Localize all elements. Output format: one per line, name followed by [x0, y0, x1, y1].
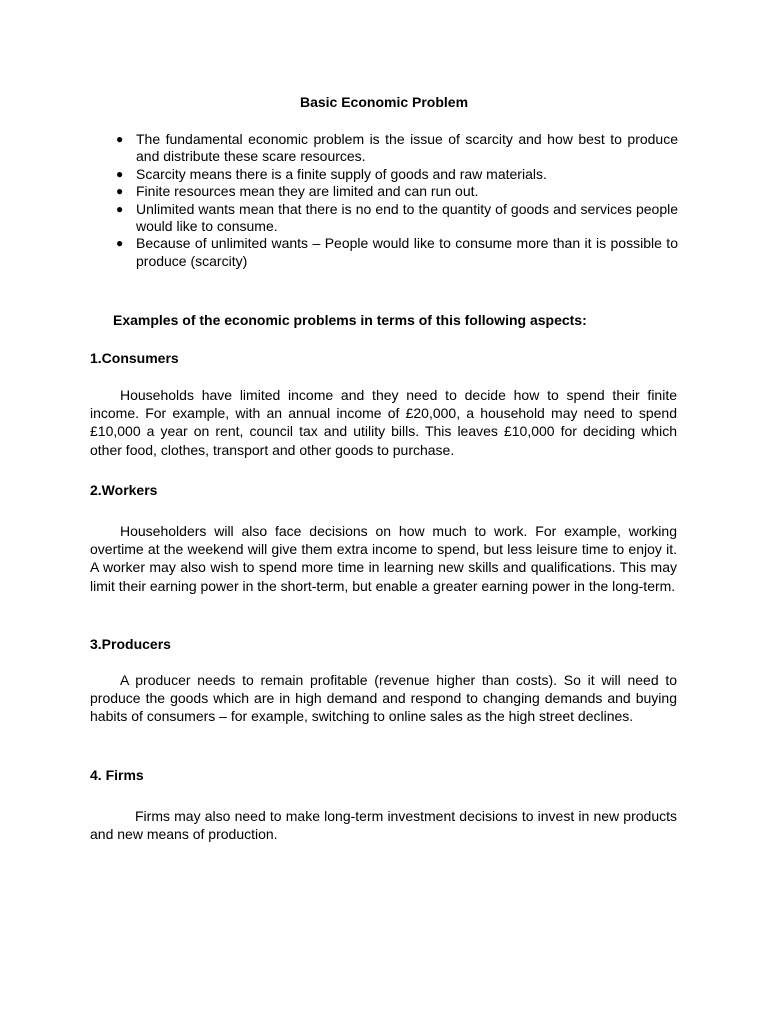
bullet-icon: ●	[116, 236, 124, 251]
bullet-item	[116, 183, 678, 200]
examples-heading: Examples of the economic problems in terms of this following aspects:	[113, 312, 587, 328]
section-body-workers: Householders will also face decisions on how much to work. For example, working overtime at the weekend will give them extra income to spend, but less leisure time to enjoy it. A worker may also wish to spend more time in learning new skills and qualifications. This may limit their earning power in the short-term, but enable a greater earning power in the long-term.	[90, 523, 677, 594]
bullet-item	[116, 235, 678, 270]
section-body-firms: Firms may also need to make long-term investment decisions to invest in new products and new means of production.	[90, 808, 677, 843]
section-heading-producers: 3.Producers	[90, 636, 171, 652]
section-heading-firms: 4. Firms	[90, 767, 144, 783]
bullet-text: Finite resources mean they are limited and can run out.	[136, 183, 479, 200]
section-heading-consumers: 1.Consumers	[90, 350, 179, 366]
document-title: Basic Economic Problem	[299, 94, 469, 110]
bullet-item	[116, 131, 678, 166]
bullet-icon: ●	[116, 166, 124, 181]
bullet-icon: ●	[116, 184, 124, 199]
bullet-item	[116, 200, 678, 236]
bullet-icon: ●	[116, 201, 124, 216]
bullet-text: Scarcity means there is a finite supply of goods and raw materials.	[136, 165, 547, 182]
bullet-text: The fundamental economic problem is the issue of scarcity and how best to produce and distribute these scare resources.	[136, 131, 678, 165]
bullet-icon: ●	[116, 132, 124, 146]
bullet-item	[116, 165, 678, 183]
bullet-list	[116, 131, 678, 270]
bullet-text: Unlimited wants mean that there is no end to the quantity of goods and services people would like to consume.	[136, 200, 678, 235]
bullet-text: Because of unlimited wants – People would like to consume more than it is possible to produce (scarcity)	[136, 235, 678, 269]
section-body-consumers: Households have limited income and they need to decide how to spend their finite income. For example, with an annual income of £20,000, a household may need to spend £10,000 a year on rent, council tax and utility bills. This leaves £10,000 for deciding which other food, clothes, transport and other goods to purchase.	[90, 387, 677, 458]
section-heading-workers: 2.Workers	[90, 482, 158, 498]
section-body-producers: A producer needs to remain profitable (revenue higher than costs). So it will need to produce the goods which are in high demand and respond to changing demands and buying habits of consumers – for example, switching to online sales as the high street declines.	[90, 672, 677, 725]
